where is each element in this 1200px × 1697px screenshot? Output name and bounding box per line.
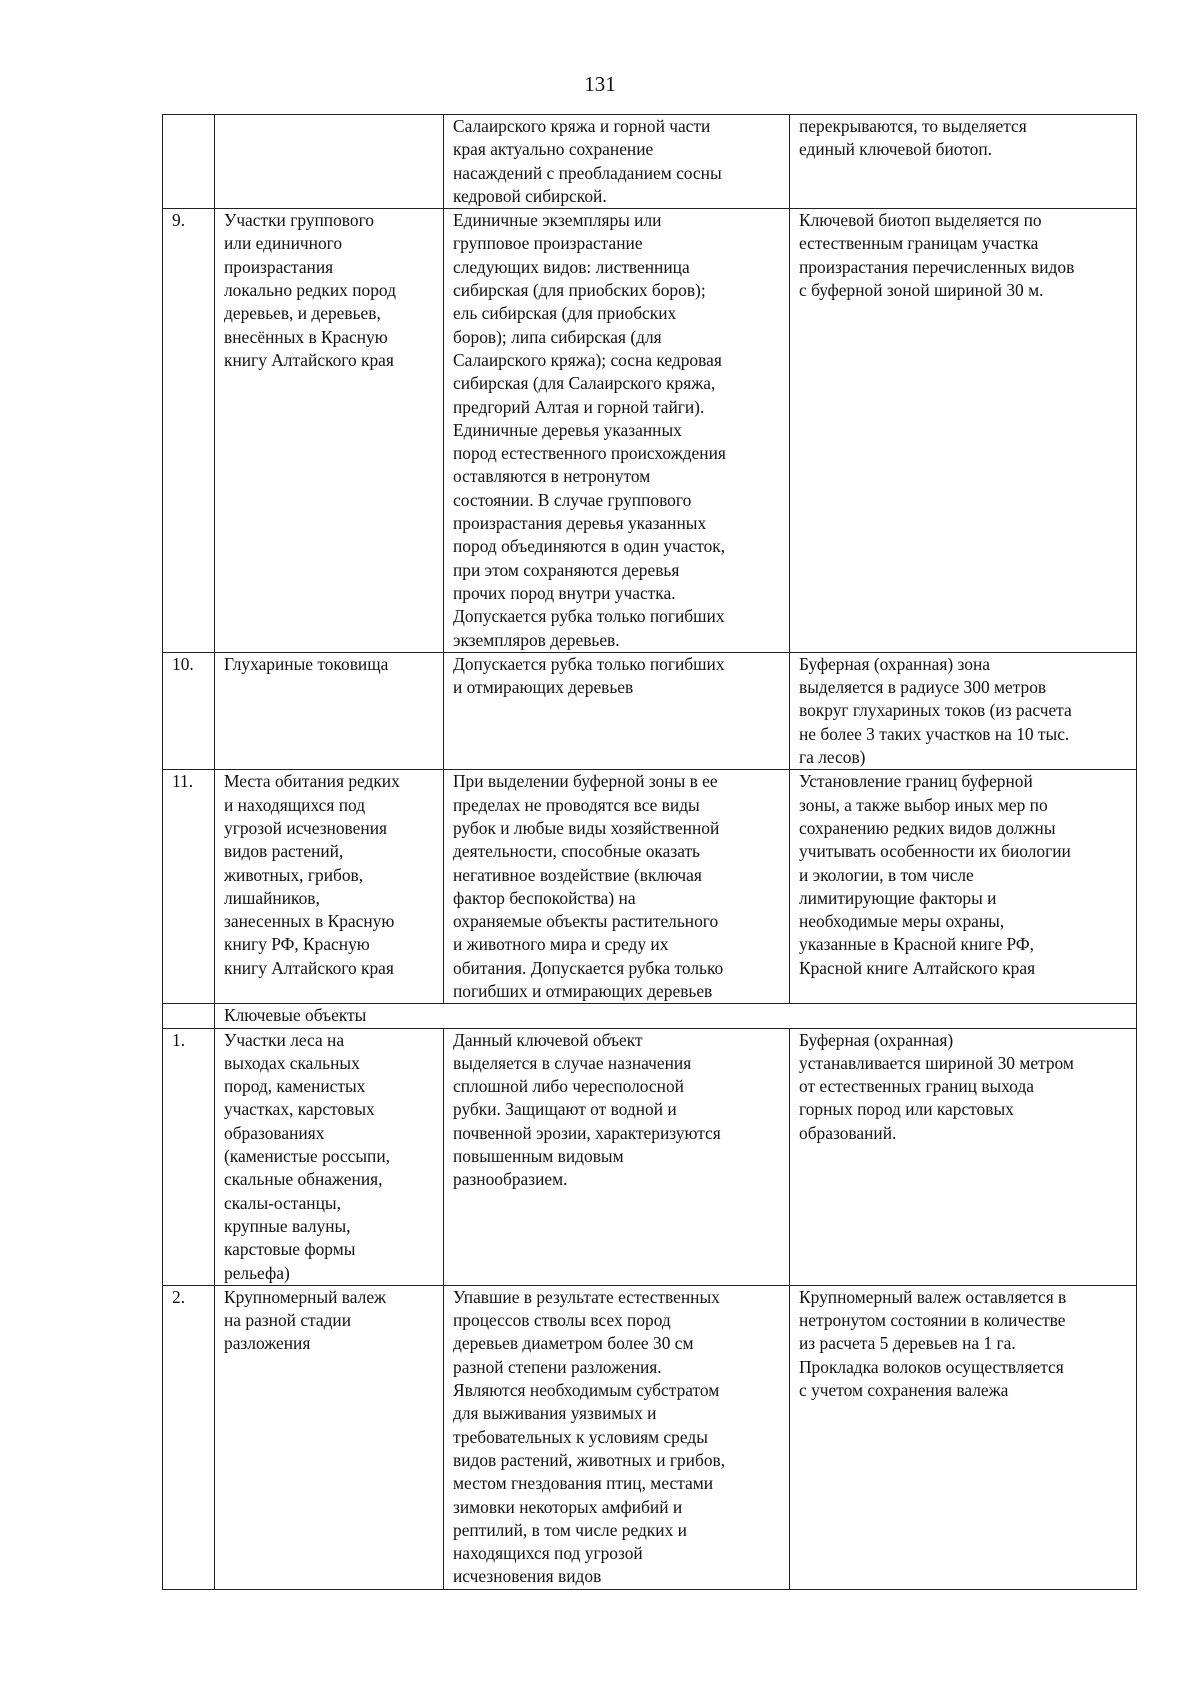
row-number: 2. [163, 1285, 215, 1589]
object-name: Глухариные токовища [215, 652, 444, 769]
object-description: Допускается рубка только погибших и отмирающих деревьев [444, 652, 790, 769]
object-description: Салаирского кряжа и горной части края актуально сохранение насаждений с преобладанием сосны кедровой сибирской. [444, 115, 790, 209]
table-row [163, 770, 1137, 1004]
object-description: При выделении буферной зоны в ее пределах не проводятся все виды рубок и любые виды хозяйственной деятельности, способные оказать негативное воздействие (включая фактор беспокойства) на охраняемые объекты растительного и животного мира и среду их обитания. Допускается рубка только погибших и отмирающих деревьев [444, 770, 790, 1004]
section-header-row [163, 1004, 1137, 1028]
row-number: 10. [163, 652, 215, 769]
protection-measures: Крупномерный валеж оставляется в нетронутом состоянии в количестве из расчета 5 деревьев на 1 га. Прокладка волоков осуществляется с учетом сохранения валежа [790, 1285, 1137, 1589]
object-name [215, 115, 444, 209]
page-number: 131 [584, 72, 616, 96]
key-biotopes-table [162, 114, 1137, 1590]
protection-measures: Буферная (охранная) зона выделяется в радиусе 300 метров вокруг глухариных токов (из расчета не более 3 таких участков на 10 тыс. га лесов) [790, 652, 1137, 769]
table-row [163, 1285, 1137, 1589]
section-number-cell [163, 1004, 215, 1028]
object-name: Крупномерный валеж на разной стадии разложения [215, 1285, 444, 1589]
object-description: Единичные экземпляры или групповое произрастание следующих видов: лиственница сибирская (для приобских боров); ель сибирская (для приобских боров); липа сибирская (для Салаирского кряжа); сосна кедровая сибирская (для Салаирского кряжа, предгорий Алтая и горной тайги). Единичные деревья указанных пород естественного происхождения оставляются в нетронутом состоянии. В случае группового произрастания деревья указанных пород объединяются в один участок, при этом сохраняются деревья прочих пород внутри участка. Допускается рубка только погибших экземпляров деревьев. [444, 209, 790, 653]
row-number: 9. [163, 209, 215, 653]
section-title: Ключевые объекты [215, 1004, 1137, 1028]
table-row [163, 1028, 1137, 1285]
table-row [163, 209, 1137, 653]
object-description: Упавшие в результате естественных процессов стволы всех пород деревьев диаметром более 30 см разной степени разложения. Являются необходимым субстратом для выживания уязвимых и требовательных к условиям среды видов растений, животных и грибов, местом гнездования птиц, местами зимовки некоторых амфибий и рептилий, в том числе редких и находящихся под угрозой исчезновения видов [444, 1285, 790, 1589]
table-row [163, 652, 1137, 769]
row-number: 1. [163, 1028, 215, 1285]
protection-measures: Буферная (охранная) устанавливается шириной 30 метром от естественных границ выхода горных пород или карстовых образований. [790, 1028, 1137, 1285]
object-name: Участки группового или единичного произрастания локально редких пород деревьев, и деревьев, внесённых в Красную книгу Алтайского края [215, 209, 444, 653]
protection-measures: Установление границ буферной зоны, а также выбор иных мер по сохранению редких видов должны учитывать особенности их биологии и экологии, в том числе лимитирующие факторы и необходимые меры охраны, указанные в Красной книге РФ, Красной книге Алтайского края [790, 770, 1137, 1004]
row-number: 11. [163, 770, 215, 1004]
protection-measures: Ключевой биотоп выделяется по естественным границам участка произрастания перечисленных видов с буферной зоной шириной 30 м. [790, 209, 1137, 653]
protection-measures: перекрываются, то выделяется единый ключевой биотоп. [790, 115, 1137, 209]
row-number [163, 115, 215, 209]
table-row [163, 115, 1137, 209]
object-name: Участки леса на выходах скальных пород, каменистых участках, карстовых образованиях (каменистые россыпи, скальные обнажения, скалы-останцы, крупные валуны, карстовые формы рельефа) [215, 1028, 444, 1285]
object-name: Места обитания редких и находящихся под угрозой исчезновения видов растений, животных, грибов, лишайников, занесенных в Красную книгу РФ, Красную книгу Алтайского края [215, 770, 444, 1004]
object-description: Данный ключевой объект выделяется в случае назначения сплошной либо чересполосной рубки. Защищают от водной и почвенной эрозии, характеризуются повышенным видовым разнообразием. [444, 1028, 790, 1285]
